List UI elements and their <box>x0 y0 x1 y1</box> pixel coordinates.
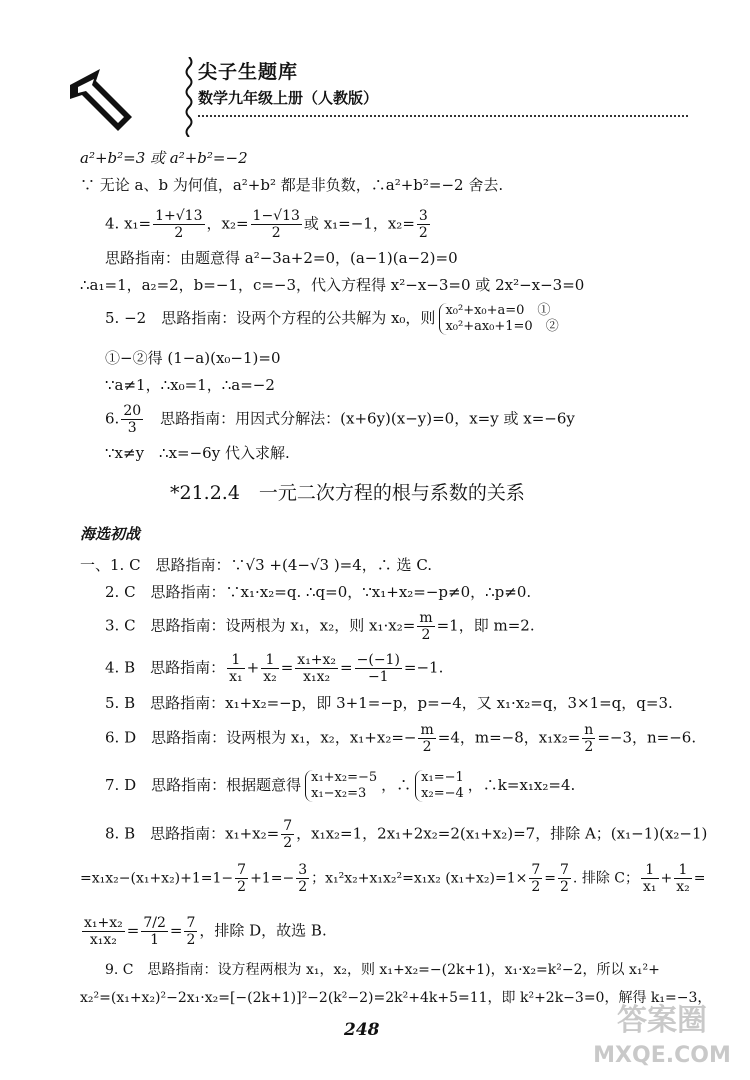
denominator: x₁x₂ <box>303 669 331 685</box>
text: + <box>660 870 673 887</box>
text: ，x₁x₂=1，2x₁+2x₂=2(x₁+x₂)=7，排除 A；(x₁−1)(x₂−1) <box>296 824 708 843</box>
text: 3. C 思路指南：设两根为 x₁，x₂，则 x₁·x₂= <box>105 616 416 635</box>
denominator: −1 <box>367 669 389 685</box>
answer-line: 9. C 思路指南：设方程两根为 x₁，x₂，则 x₁+x₂=−(2k+1)，x₁·x₂=k²−2，所以 x₁²+ <box>105 962 660 978</box>
numerator: −(−1) <box>356 652 400 668</box>
numerator: 7 <box>283 818 293 834</box>
text: 5. −2 思路指南：设两个方程的公共解为 x₀，则 <box>105 309 436 327</box>
book-brand: 尖子生题库 <box>198 61 299 83</box>
text: = <box>126 921 140 940</box>
denominator: 2 <box>421 627 431 643</box>
numerator: x₁+x₂ <box>297 652 337 668</box>
answer-line <box>80 862 705 895</box>
text: ，∴ <box>381 776 412 794</box>
numerator: 1 <box>641 862 659 879</box>
answer-line <box>105 652 443 685</box>
denominator: x₂ <box>676 879 690 895</box>
denominator: x₁ <box>642 879 657 895</box>
text-line: ∴a₁=1，a₂=2，b=−1，c=−3，代入方程得 x²−x−3=0 或 2x²−x−3=0 <box>80 276 585 294</box>
equation: x₁+x₂=−5 <box>311 770 378 785</box>
answer-5-line <box>105 303 563 335</box>
fraction <box>235 862 248 895</box>
answer-6-line <box>105 403 575 436</box>
text: ；x₁²x₂+x₁x₂²=x₁x₂ (x₁+x₂)=1× <box>311 870 528 887</box>
numerator: 7 <box>531 862 541 878</box>
arrow-logo-icon <box>66 65 136 135</box>
sub-heading: 海选初战 <box>80 525 141 543</box>
numerator: 7 <box>560 862 569 878</box>
numerator: 7/2 <box>143 915 166 931</box>
denominator: 2 <box>271 225 281 241</box>
fraction <box>641 862 659 895</box>
text: . 排除 C； <box>572 870 639 887</box>
fraction <box>227 652 245 685</box>
equation-system <box>415 770 464 802</box>
numerator: m <box>420 722 434 738</box>
text: 或 x₁=−1，x₂= <box>303 214 415 233</box>
text-line: 思路指南：由题意得 a²−3a+2=0，(a−1)(a−2)=0 <box>105 249 458 267</box>
denominator: 2 <box>584 739 594 755</box>
fraction <box>674 862 692 895</box>
fraction <box>418 722 435 755</box>
fraction <box>582 722 595 755</box>
numerator: 20 <box>123 403 142 419</box>
denominator: 2 <box>237 879 247 895</box>
fraction <box>153 208 204 241</box>
text-line: ∵a≠1，∴x₀=1，∴a=−2 <box>105 376 275 394</box>
denominator: 2 <box>298 879 308 895</box>
text: =4，m=−8，x₁x₂= <box>437 728 581 747</box>
numerator: 1 <box>674 862 692 879</box>
text: ，∴k=x₁x₂=4. <box>467 776 576 794</box>
denominator: x₂ <box>263 669 277 685</box>
fraction <box>184 915 197 948</box>
fraction <box>141 915 168 948</box>
answer-line: 2. C 思路指南：∵x₁·x₂=q. ∴q=0，∵x₁+x₂=−p≠0，∴p≠0. <box>105 583 532 601</box>
watermark-logo-icon <box>582 992 742 1072</box>
fraction <box>529 862 542 895</box>
denominator: 2 <box>560 879 569 895</box>
text: =x₁x₂−(x₁+x₂)+1=1− <box>80 870 234 887</box>
page-number: 248 <box>344 1020 380 1040</box>
equation: x₀²+x₀+a=0 ① <box>445 303 551 318</box>
equation-system <box>439 303 558 335</box>
text: ，x₂= <box>206 214 249 233</box>
answer-line <box>105 722 696 755</box>
denominator: 2 <box>422 739 432 755</box>
numerator: m <box>419 610 433 626</box>
text: 7. D 思路指南：根据题意得 <box>105 776 302 794</box>
equation: x₁−x₂=3 <box>311 786 367 801</box>
answer-line: x₂²=(x₁+x₂)²−2x₁·x₂=[−(2k+1)]²−2(k²−2)=2k²+4k+5=11，即 k²+2k−3=0，解得 k₁=−3， <box>80 990 712 1006</box>
text: + <box>246 658 260 677</box>
answer-4-line <box>105 208 432 241</box>
fraction <box>417 208 430 241</box>
equation: x₀²+ax₀+1=0 ② <box>445 319 559 334</box>
text-line: ∵ 无论 a、b 为何值，a²+b² 都是非负数，∴a²+b²=−2 舍去. <box>80 176 504 194</box>
fraction <box>295 652 338 685</box>
text-line: ∵x≠y ∴x=−6y 代入求解. <box>105 444 290 462</box>
text: 6. <box>105 409 120 428</box>
text: 4. B 思路指南： <box>105 658 226 677</box>
text: = <box>169 921 183 940</box>
denominator: 2 <box>418 225 428 241</box>
numerator: 7 <box>186 915 196 931</box>
text: = <box>340 658 353 677</box>
text-line: a²+b²=3 或 a²+b²=−2 <box>80 149 248 167</box>
text: =−3，n=−6. <box>597 728 697 747</box>
fraction <box>251 208 302 241</box>
numerator: 3 <box>298 862 308 878</box>
text: = <box>544 870 556 887</box>
answer-line <box>80 915 327 948</box>
text: = <box>693 870 706 887</box>
text: +1=− <box>250 870 295 887</box>
fraction <box>281 818 294 851</box>
text: =1，即 m=2. <box>436 616 535 635</box>
denominator: 1 <box>150 932 160 948</box>
text: 6. D 思路指南：设两根为 x₁，x₂，x₁+x₂=− <box>105 728 417 747</box>
fraction <box>558 862 571 895</box>
answer-line <box>105 770 575 802</box>
numerator: n <box>584 722 594 738</box>
fraction <box>261 652 279 685</box>
fraction <box>417 610 434 643</box>
denominator: 2 <box>186 932 196 948</box>
fraction <box>121 403 143 436</box>
text: =−1. <box>403 658 444 677</box>
book-subtitle: 数学九年级上册（人教版） <box>198 89 379 107</box>
numerator: 3 <box>418 208 428 224</box>
text: 8. B 思路指南：x₁+x₂= <box>105 824 280 843</box>
fraction <box>355 652 402 685</box>
equation: x₁=−1 <box>421 770 464 785</box>
numerator: x₁+x₂ <box>84 915 123 931</box>
wavy-divider-icon <box>184 57 194 137</box>
numerator: 1 <box>261 652 279 669</box>
denominator: 3 <box>127 420 137 436</box>
header-dotted-rule <box>198 115 688 117</box>
answer-line: 5. B 思路指南：x₁+x₂=−p，即 3+1=−p，p=−4，又 x₁·x₂=q，3×1=q，q=3. <box>105 694 673 712</box>
numerator: 1 <box>227 652 245 669</box>
numerator: 7 <box>237 862 247 878</box>
answer-line <box>105 610 535 643</box>
denominator: x₁x₂ <box>89 932 117 948</box>
denominator: 2 <box>283 835 293 851</box>
text: = <box>280 658 294 677</box>
answer-line <box>105 818 707 851</box>
equation-system <box>305 770 377 802</box>
denominator: 2 <box>174 225 184 241</box>
fraction <box>296 862 309 895</box>
numerator: 1+√13 <box>155 208 203 224</box>
text: ，排除 D，故选 B. <box>199 921 327 940</box>
section-title: *21.2.4 一元二次方程的根与系数的关系 <box>170 482 525 504</box>
numerator: 1−√13 <box>252 208 300 224</box>
watermark-line2: MXQE.COM <box>593 1043 731 1068</box>
text: 思路指南：用因式分解法：(x+6y)(x−y)=0，x=y 或 x=−6y <box>145 409 575 428</box>
denominator: x₁ <box>229 669 243 685</box>
equation: x₂=−4 <box>421 786 464 801</box>
answer-line: 一、1. C 思路指南：∵√3 +(4−√3 )=4，∴ 选 C. <box>80 556 433 574</box>
watermark-line1: 答案圈 <box>617 1003 707 1038</box>
book-header <box>60 55 700 140</box>
denominator: 2 <box>531 879 541 895</box>
text-line: ①−②得 (1−a)(x₀−1)=0 <box>105 349 281 367</box>
fraction <box>82 915 125 948</box>
text: 4. x₁= <box>105 214 152 233</box>
